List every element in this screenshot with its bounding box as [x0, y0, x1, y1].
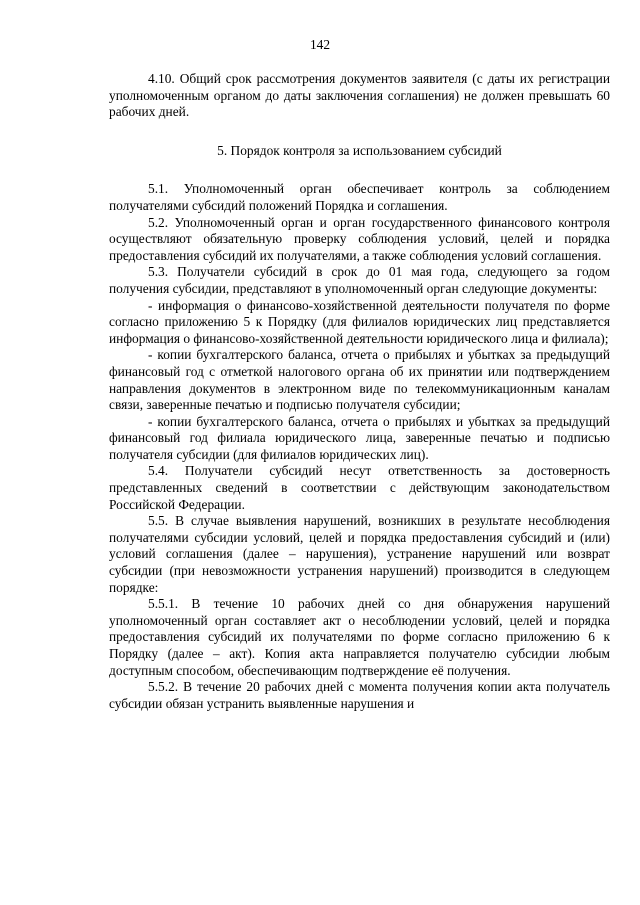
list-item-branch-balance-copies: - копии бухгалтерского баланса, отчета о прибылях и убытках за предыдущий финансовый год филиала юридического лица, заверенные печатью и подписью получателя субсидии (для филиалов юридических лиц).: [109, 413, 610, 462]
paragraph-5-4: 5.4. Получатели субсидий несут ответственность за достоверность представленных сведений в соответствии с действующим законодательством Российской Федерации.: [109, 463, 610, 512]
list-item-financial-info: - информация о финансово-хозяйственной деятельности получателя по форме согласно приложению 5 к Порядку (для филиалов юридических лиц представляется информация о финансово-хозяйственной деятельности юридического лица и филиала);: [109, 297, 610, 346]
paragraph-5-5-2: 5.5.2. В течение 20 рабочих дней с момента получения копии акта получатель субсидии обязан устранить выявленные нарушения и: [109, 679, 610, 711]
document-body: [109, 71, 610, 712]
paragraph-5-5-1: 5.5.1. В течение 10 рабочих дней со дня обнаружения нарушений уполномоченный орган составляет акт о несоблюдении условий, целей и порядка предоставления субсидий их получателями по форме согласно приложению 6 к Порядку (далее – акт). Копия акта направляется получателю субсидии любым доступным способом, обеспечивающим подтверждение её получения.: [109, 596, 610, 678]
paragraph-4-10: 4.10. Общий срок рассмотрения документов заявителя (с даты их регистрации уполномоченным органом до даты заключения соглашения) не должен превышать 60 рабочих дней.: [109, 71, 610, 120]
section-heading: 5. Порядок контроля за использованием субсидий: [217, 142, 502, 158]
paragraph-5-5: 5.5. В случае выявления нарушений, возникших в результате несоблюдения получателями субсидии условий, целей и порядка предоставления субсидий и (или) условий соглашения (далее – нарушения), устранение нарушений или возврат субсидии (при невозможности устранения нарушений) производится в следующем порядке:: [109, 513, 610, 595]
list-item-balance-copies: - копии бухгалтерского баланса, отчета о прибылях и убытках за предыдущий финансовый год с отметкой налогового органа об их принятии или подтверждением направления документов в электронном виде по телекоммуникационным каналам связи, заверенные печатью и подписью получателя субсидии;: [109, 347, 610, 413]
paragraph-5-3: 5.3. Получатели субсидий в срок до 01 мая года, следующего за годом получения субсидии, представляют в уполномоченный орган следующие документы:: [109, 264, 610, 296]
page-number: 142: [309, 37, 331, 52]
paragraph-5-1: 5.1. Уполномоченный орган обеспечивает контроль за соблюдением получателями субсидий положений Порядка и соглашения.: [109, 181, 610, 213]
paragraph-5-2: 5.2. Уполномоченный орган и орган государственного финансового контроля осуществляют обязательную проверку соблюдения условий, целей и порядка предоставления субсидий их получателями, а также соблюдения условий соглашения.: [109, 214, 610, 263]
